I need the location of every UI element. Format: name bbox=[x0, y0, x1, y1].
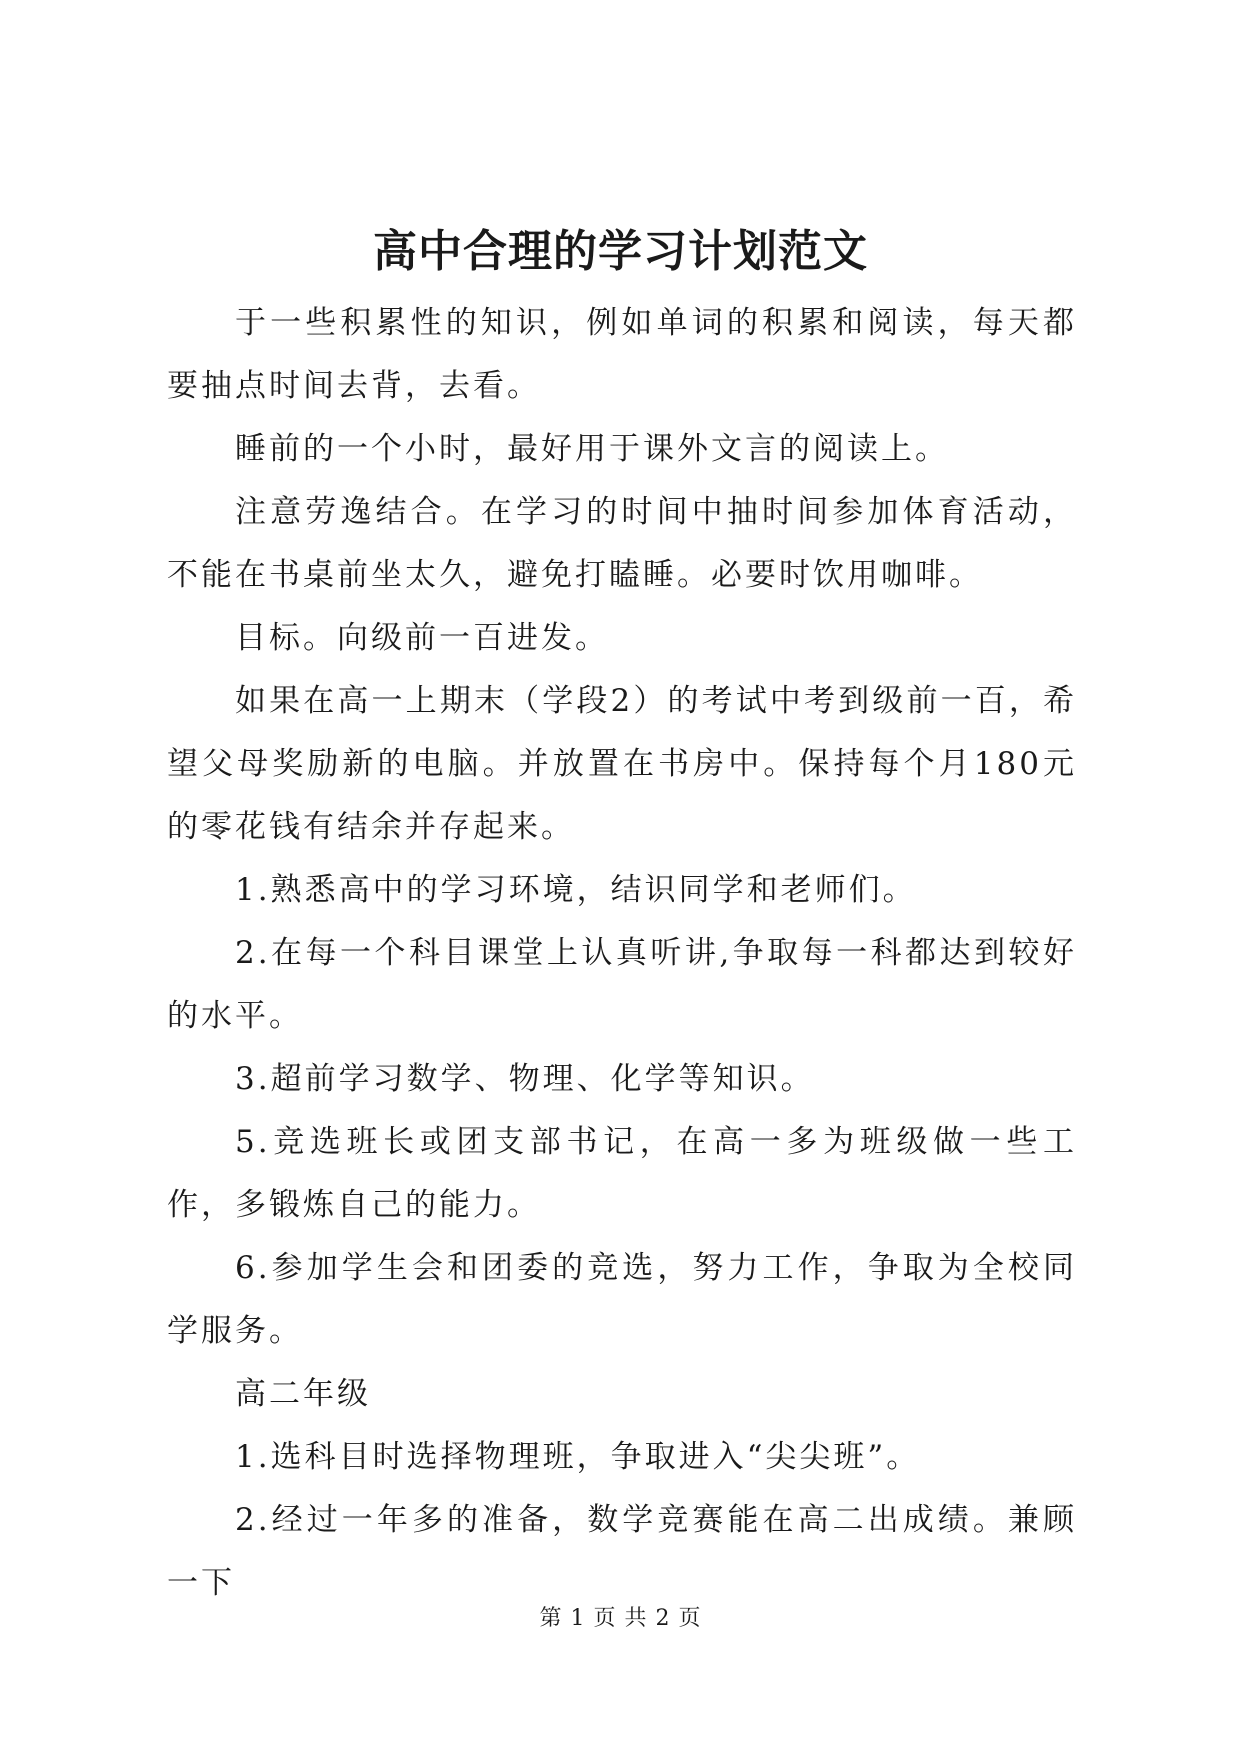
list-item: 2.经过一年多的准备，数学竞赛能在高二出成绩。兼顾一下 bbox=[167, 1502, 1077, 1601]
paragraph: 注意劳逸结合。在学习的时间中抽时间参加体育活动，不能在书桌前坐太久，避免打瞌睡。必要时饮用咖啡。 bbox=[167, 494, 1077, 593]
document-body bbox=[167, 292, 1077, 1615]
list-item: 5.竞选班长或团支部书记，在高一多为班级做一些工作，多锻炼自己的能力。 bbox=[167, 1124, 1077, 1223]
list-item: 1.熟悉高中的学习环境，结识同学和老师们。 bbox=[235, 872, 917, 908]
page-number-footer: 第 1 页 共 2 页 bbox=[539, 1606, 702, 1631]
paragraph: 睡前的一个小时，最好用于课外文言的阅读上。 bbox=[235, 431, 949, 467]
list-item: 2.在每一个科目课堂上认真听讲,争取每一科都达到较好的水平。 bbox=[167, 935, 1077, 1034]
paragraph: 如果在高一上期末（学段2）的考试中考到级前一百，希望父母奖励新的电脑。并放置在书房中。保持每个月180元的零花钱有结余并存起来。 bbox=[167, 683, 1077, 845]
paragraph: 目标。向级前一百进发。 bbox=[235, 620, 609, 656]
document-title: 高中合理的学习计划范文 bbox=[373, 226, 868, 277]
section-heading: 高二年级 bbox=[235, 1376, 371, 1412]
list-item: 3.超前学习数学、物理、化学等知识。 bbox=[235, 1061, 815, 1097]
list-item: 1.选科目时选择物理班，争取进入“尖尖班”。 bbox=[235, 1439, 921, 1475]
paragraph: 于一些积累性的知识，例如单词的积累和阅读，每天都要抽点时间去背，去看。 bbox=[167, 305, 1077, 404]
list-item: 6.参加学生会和团委的竞选，努力工作，争取为全校同学服务。 bbox=[167, 1250, 1077, 1349]
